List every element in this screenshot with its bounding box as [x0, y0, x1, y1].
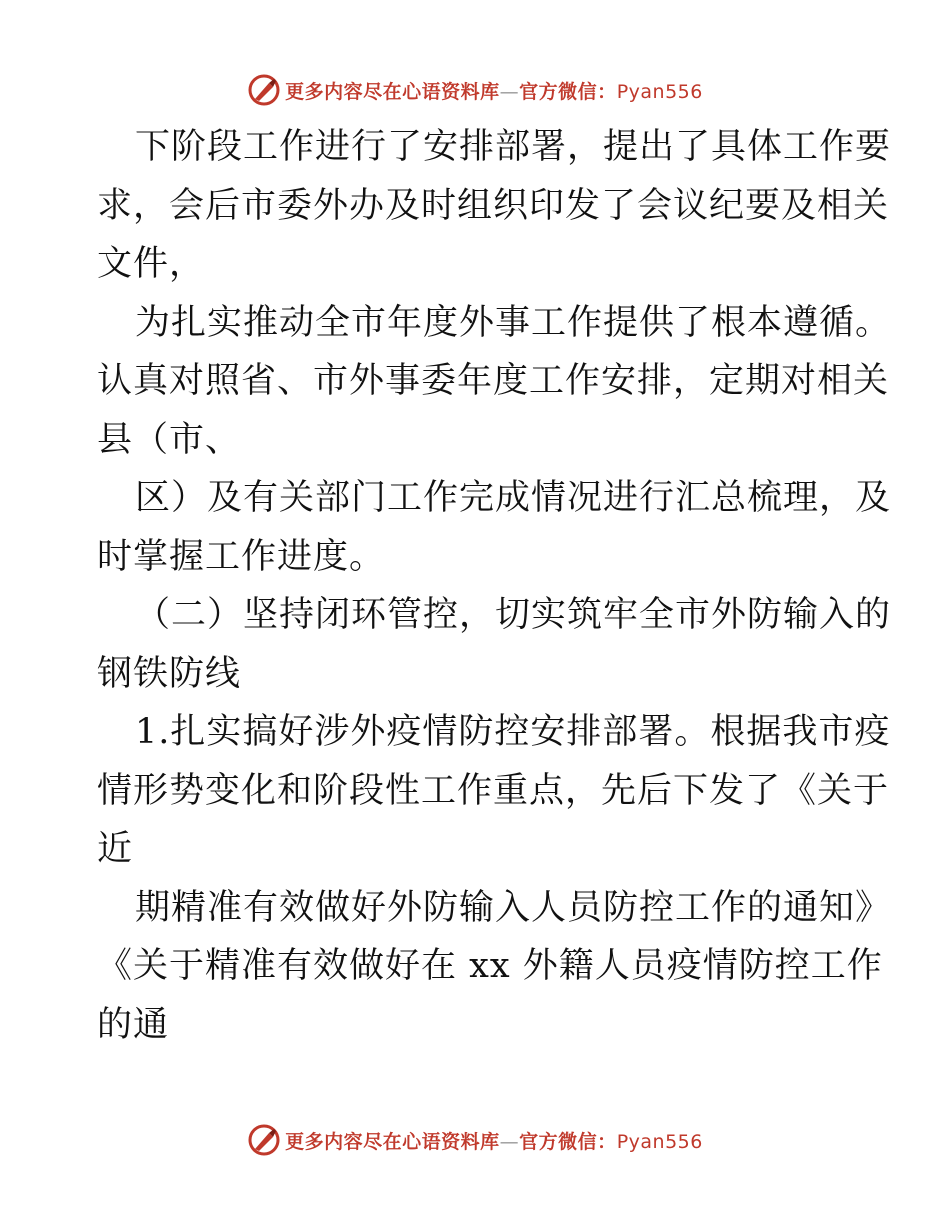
- footer-watermark: [0, 1120, 950, 1160]
- watermark-text: 更多内容尽在心语资料库—官方微信：Pyan556: [285, 1130, 703, 1153]
- section-heading-cont: 钢铁防线: [97, 653, 242, 694]
- text-line: 县（市、: [97, 419, 242, 460]
- section-heading: （二）坚持闭环管控，切实筑牢全市外防输入的: [135, 595, 892, 635]
- watermark-text: 更多内容尽在心语资料库—官方微信：Pyan556: [285, 80, 703, 103]
- text-line: 时掌握工作进度。: [97, 536, 386, 577]
- text-line: 的通: [97, 1004, 170, 1045]
- text-line: 1.扎实搞好涉外疫情防控安排部署。根据我市疫: [135, 712, 891, 752]
- text-line: 情形势变化和阶段性工作重点，先后下发了《关于: [97, 770, 890, 811]
- text-line: 为扎实推动全市年度外事工作提供了根本遵循。: [135, 302, 892, 343]
- text-line: 认真对照省、市外事委年度工作安排，定期对相关: [97, 361, 890, 401]
- text-line: 区）及有关部门工作完成情况进行汇总梳理，及: [135, 478, 892, 518]
- pen-logo-icon: [247, 1123, 281, 1157]
- text-line: 文件，: [97, 244, 206, 284]
- header-watermark: [0, 70, 950, 110]
- text-line: 下阶段工作进行了安排部署，提出了具体工作要: [135, 127, 892, 167]
- text-line: 期精准有效做好外防输入人员防控工作的通知》: [135, 887, 892, 928]
- document-body: [97, 118, 892, 1054]
- text-line: 《关于精准有效做好在 xx 外籍人员疫情防控工作: [97, 946, 883, 986]
- pen-logo-icon: [247, 73, 281, 107]
- text-line: 近: [97, 829, 134, 869]
- text-line: 求，会后市委外办及时组织印发了会议纪要及相关: [97, 185, 890, 226]
